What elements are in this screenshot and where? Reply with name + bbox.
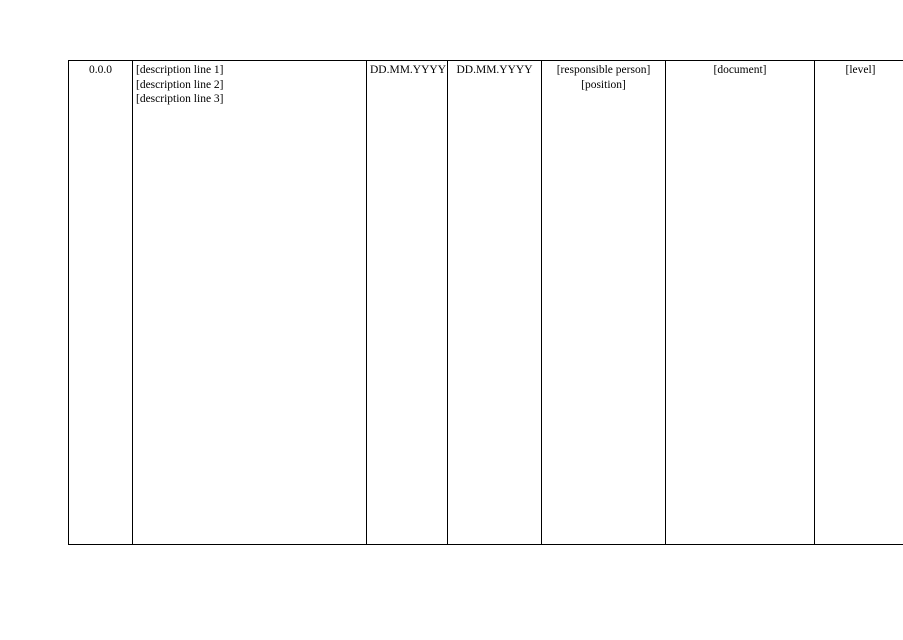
cell-item-number: 0.0.0	[69, 61, 133, 545]
cell-responsible	[542, 61, 666, 545]
cell-document: [document]	[666, 61, 815, 545]
description-line: [description line 2]	[136, 78, 224, 91]
table-row	[69, 61, 903, 545]
cell-start-date: DD.MM.YYYY	[367, 61, 448, 545]
activity-table	[68, 60, 903, 545]
description-line: [description line 3]	[136, 93, 224, 106]
cell-level: [level]	[815, 61, 903, 545]
cell-end-date: DD.MM.YYYY	[448, 61, 542, 545]
description-line: [description line 1]	[136, 64, 224, 76]
responsible-line: [responsible person]	[556, 64, 651, 76]
cell-description	[133, 61, 367, 545]
responsible-line: [position]	[581, 78, 626, 91]
